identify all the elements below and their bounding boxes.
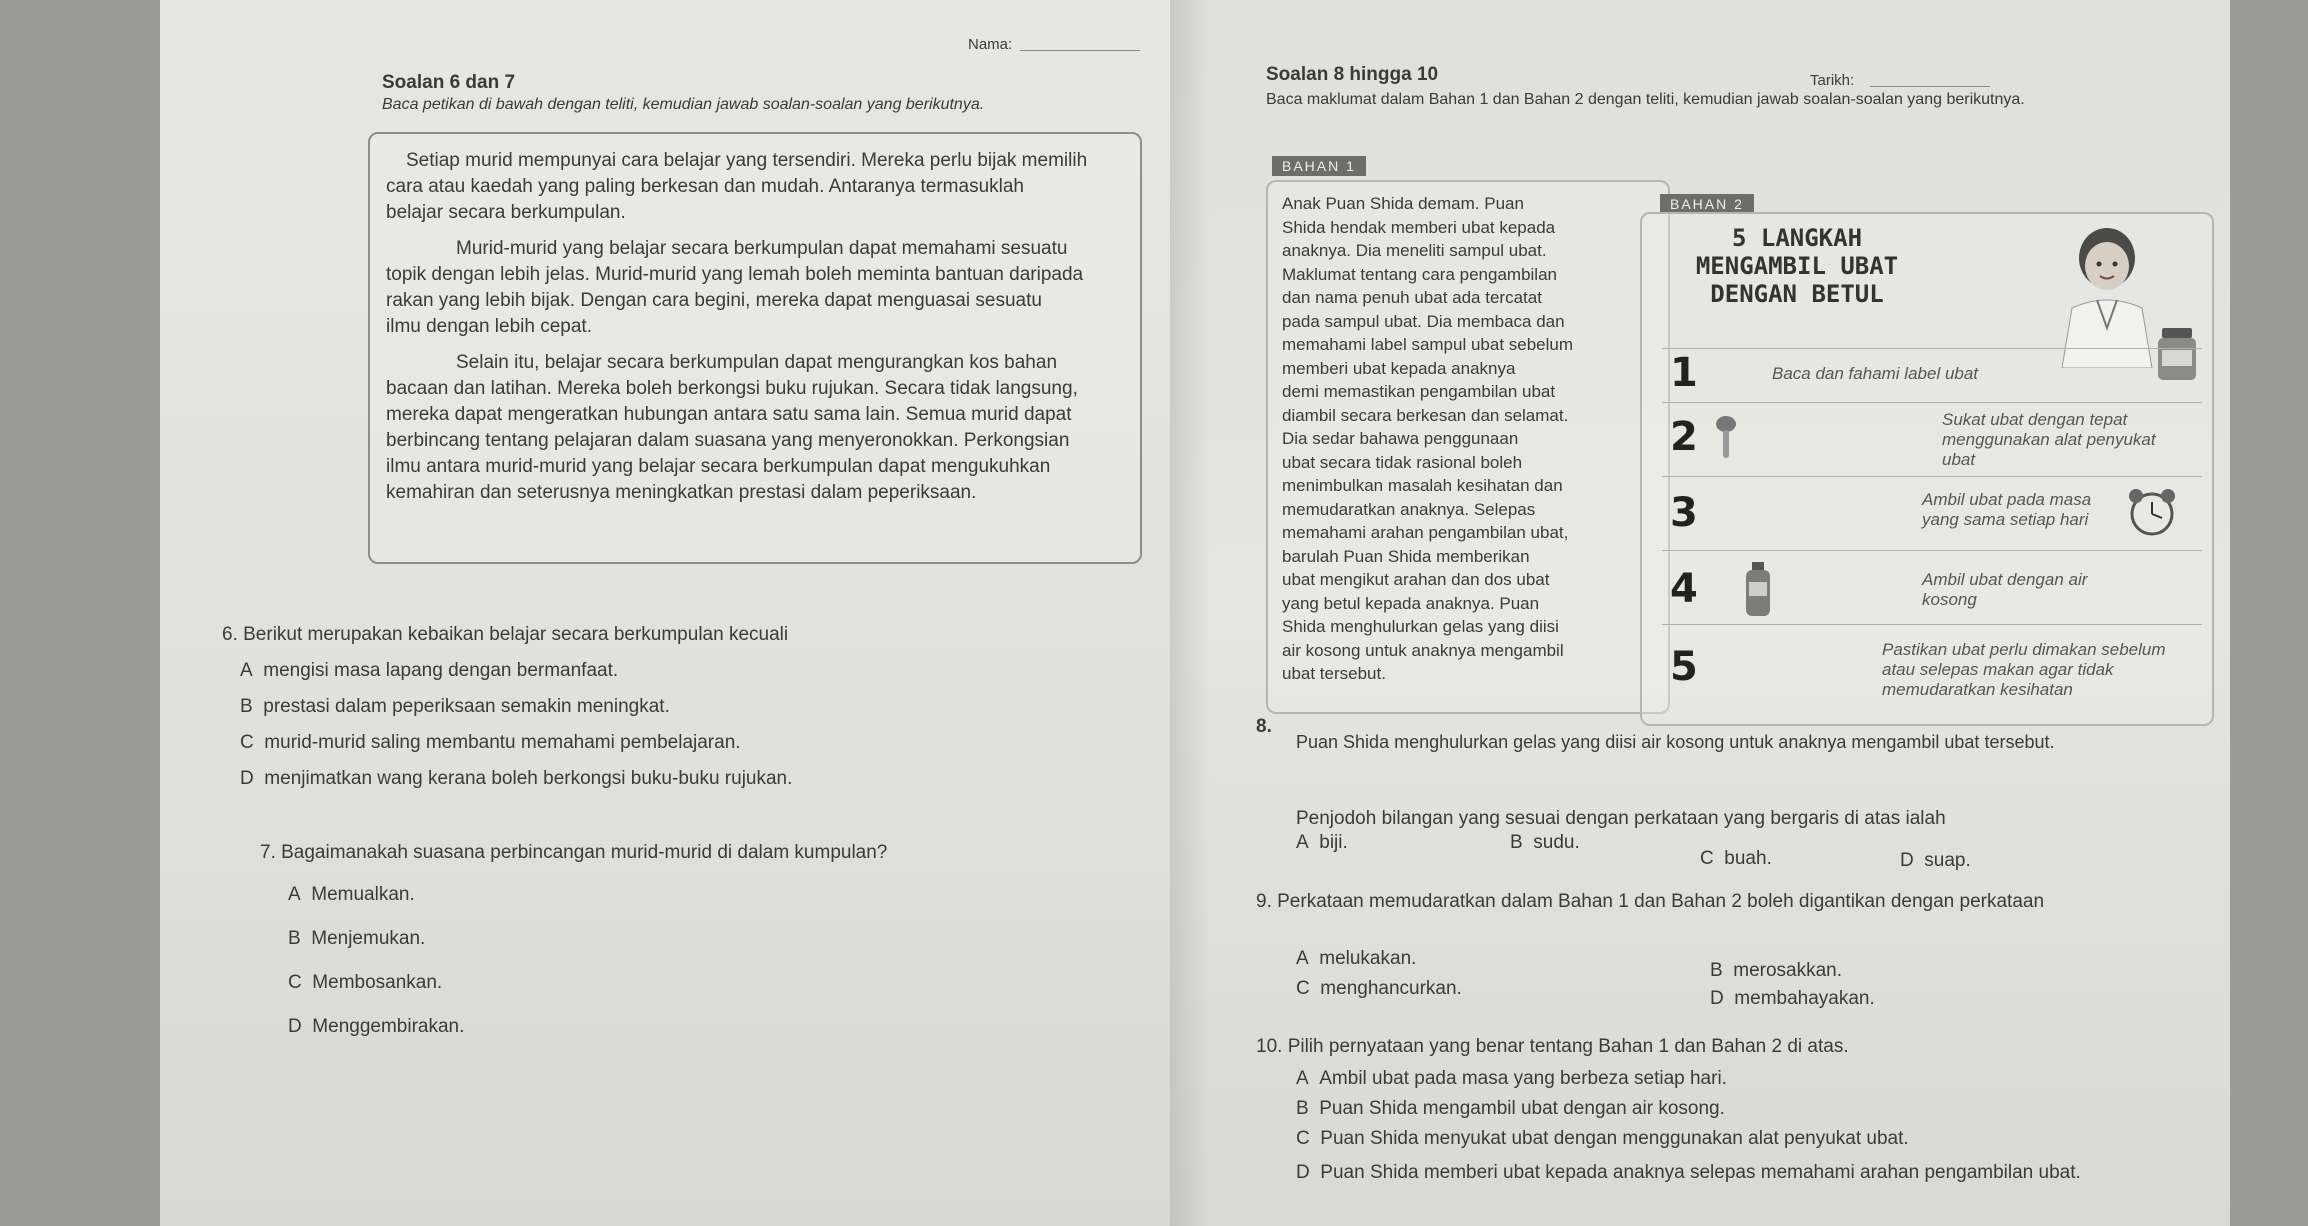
bahan-1-text — [1282, 192, 1662, 686]
passage-line: bacaan dan latihan. Mereka boleh berkongsi buku rujukan. Secara tidak langsung, — [386, 378, 1078, 399]
passage-line: cara atau kaedah yang paling berkesan dan mudah. Antaranya termasuklah — [386, 176, 1024, 197]
bahan-1-box — [1266, 180, 1670, 714]
bahan-1-line: memberi ubat kepada anaknya — [1282, 358, 1516, 378]
bahan-1-line: pada sampul ubat. Dia membaca dan — [1282, 311, 1565, 331]
measuring-spoon-icon — [1706, 412, 1746, 462]
question-7-option-b[interactable]: B Menjemukan. — [288, 928, 426, 949]
bahan-1-line: Maklumat tentang cara pengambilan — [1282, 264, 1557, 284]
question-8-option-d[interactable]: D suap. — [1900, 850, 1971, 871]
question-6-option-d[interactable]: D menjimatkan wang kerana boleh berkongsi buku-buku rujukan. — [240, 768, 793, 789]
step-4-text: Ambil ubat dengan air kosong — [1922, 570, 2088, 609]
question-8-option-a[interactable]: A biji. — [1296, 832, 1348, 853]
passage — [386, 148, 1126, 506]
question-9-option-c[interactable]: C menghancurkan. — [1296, 978, 1462, 999]
question-8-sentence: Puan Shida menghulurkan gelas yang diisi air kosong untuk anaknya mengambil ubat tersebut. — [1296, 732, 2055, 752]
header-name-line — [1020, 50, 1140, 51]
bahan-1-line: diambil secara berkesan dan selamat. — [1282, 405, 1569, 425]
question-10-option-c[interactable]: C Puan Shida menyukat ubat dengan menggunakan alat penyukat ubat. — [1296, 1128, 1909, 1149]
bahan-1-line: ubat mengikut arahan dan dos ubat — [1282, 570, 1550, 589]
bahan-1-line: dan nama penuh ubat ada tercatat — [1282, 288, 1542, 307]
step-2-number: 2 — [1670, 414, 1698, 460]
section-title: Soalan 8 hingga 10 — [1266, 64, 1439, 85]
question-7-option-c[interactable]: C Membosankan. — [288, 972, 443, 993]
passage-line: Murid-murid yang belajar secara berkumpulan dapat memahami sesuatu — [456, 238, 1068, 259]
passage-line: belajar secara berkumpulan. — [386, 202, 626, 223]
passage-line: rakan yang lebih bijak. Dengan cara begini, mereka dapat menguasai sesuatu — [386, 290, 1042, 311]
step-3-text: Ambil ubat pada masa yang sama setiap hari — [1922, 490, 2092, 529]
divider — [1662, 348, 2202, 349]
bahan-1-line: Shida hendak memberi ubat kepada — [1282, 217, 1556, 237]
instruction: Baca maklumat dalam Bahan 1 dan Bahan 2 dengan teliti, kemudian jawab soalan-soalan yang berikutnya. — [1266, 91, 2025, 108]
divider — [1662, 624, 2202, 625]
header-name-label: Nama: — [968, 36, 1013, 53]
question-9-stem: 9. Perkataan memudaratkan dalam Bahan 1 dan Bahan 2 boleh digantikan dengan perkataan — [1256, 891, 2045, 912]
bahan-1-line: memahami arahan pengambilan ubat, — [1282, 523, 1569, 542]
question-10-option-b[interactable]: B Puan Shida mengambil ubat dengan air kosong. — [1296, 1098, 1725, 1119]
passage-line: ilmu antara murid-murid yang belajar secara berkumpulan dapat mengukuhkan — [386, 456, 1051, 477]
step-1-number: 1 — [1670, 350, 1698, 396]
question-8-option-b[interactable]: B sudu. — [1510, 832, 1580, 853]
bahan-1-line: menimbulkan masalah kesihatan dan — [1282, 476, 1563, 495]
left-page — [160, 0, 1220, 1226]
bahan-1-line: Dia sedar bahawa penggunaan — [1282, 429, 1519, 448]
divider — [1662, 476, 2202, 477]
bahan-1-line: yang betul kepada anaknya. Puan — [1282, 593, 1540, 613]
bahan-1-line: demi memastikan pengambilan ubat — [1282, 382, 1556, 401]
bahan-1-line: ubat tersebut. — [1282, 664, 1386, 683]
passage-line: mereka dapat mengeratkan hubungan antara satu sama lain. Semua murid dapat — [386, 404, 1072, 425]
step-1-text: Baca dan fahami label ubat — [1772, 364, 1979, 383]
question-9-option-d[interactable]: D membahayakan. — [1710, 988, 1875, 1009]
passage-line: Setiap murid mempunyai cara belajar yang tersendiri. Mereka perlu bijak memilih — [406, 150, 1088, 171]
instruction: Baca petikan di bawah dengan teliti, kemudian jawab soalan-soalan yang berikutnya. — [382, 96, 985, 113]
question-7-option-a[interactable]: A Memualkan. — [288, 884, 415, 905]
bahan-2-box — [1640, 212, 2214, 726]
bahan-1-line: anaknya. Dia meneliti sampul ubat. — [1282, 241, 1547, 260]
right-page — [1170, 0, 2230, 1226]
book-spine-shadow — [1170, 0, 1210, 1226]
bahan-1-line: memudaratkan anaknya. Selepas — [1282, 499, 1536, 519]
passage-line: topik dengan lebih jelas. Murid-murid yang lemah boleh meminta bantuan daripada — [386, 264, 1084, 285]
question-6-option-a[interactable]: A mengisi masa lapang dengan bermanfaat. — [240, 660, 619, 681]
bahan-2-label: BAHAN 2 — [1660, 194, 1754, 214]
question-10-option-d[interactable]: D Puan Shida memberi ubat kepada anaknya selepas memahami arahan pengambilan ubat. — [1296, 1162, 2081, 1183]
alarm-clock-icon — [2122, 484, 2182, 540]
step-4-number: 4 — [1670, 566, 1698, 612]
passage-box — [368, 132, 1142, 564]
bahan-1-line: barulah Puan Shida memberikan — [1282, 546, 1530, 566]
bahan-2-title: 5 LANGKAH MENGAMBIL UBAT DENGAN BETUL — [1695, 224, 1899, 308]
passage-line: kemahiran dan seterusnya meningkatkan prestasi dalam peperiksaan. — [386, 482, 977, 503]
bahan-1-line: Shida menghulurkan gelas yang diisi — [1282, 617, 1559, 636]
step-5-number: 5 — [1670, 644, 1698, 690]
divider — [1662, 402, 2202, 403]
step-2-text: Sukat ubat dengan tepat menggunakan alat penyukat ubat — [1942, 410, 2156, 469]
question-10-option-a[interactable]: A Ambil ubat pada masa yang berbeza setiap hari. — [1296, 1068, 1727, 1089]
question-9-option-b[interactable]: B merosakkan. — [1710, 960, 1843, 981]
question-10-stem: 10. Pilih pernyataan yang benar tentang Bahan 1 dan Bahan 2 di atas. — [1256, 1036, 1849, 1057]
bahan-1-line: memahami label sampul ubat sebelum — [1282, 335, 1574, 354]
bahan-1-label: BAHAN 1 — [1272, 156, 1366, 176]
question-7-option-d[interactable]: D Menggembirakan. — [288, 1016, 465, 1037]
step-3-number: 3 — [1670, 490, 1698, 536]
section-title: Soalan 6 dan 7 — [382, 72, 516, 93]
question-7-stem: 7. Bagaimanakah suasana perbincangan murid-murid di dalam kumpulan? — [260, 842, 888, 863]
question-8-stem: Penjodoh bilangan yang sesuai dengan perkataan yang bergaris di atas ialah — [1296, 808, 1946, 829]
bahan-1-line: air kosong untuk anaknya mengambil — [1282, 640, 1564, 660]
question-6-option-b[interactable]: B prestasi dalam peperiksaan semakin meningkat. — [240, 696, 670, 717]
water-bottle-icon — [1738, 560, 1778, 620]
question-9-option-a[interactable]: A melukakan. — [1296, 948, 1417, 969]
header-date-label: Tarikh: — [1810, 72, 1855, 89]
divider — [1662, 550, 2202, 551]
question-6-option-c[interactable]: C murid-murid saling membantu memahami pembelajaran. — [240, 732, 741, 753]
passage-line: ilmu dengan lebih cepat. — [386, 316, 592, 337]
medicine-bottle-icon — [2152, 324, 2202, 384]
question-6-stem: 6. Berikut merupakan kebaikan belajar secara berkumpulan kecuali — [222, 624, 789, 645]
bahan-1-line: Anak Puan Shida demam. Puan — [1282, 194, 1524, 213]
question-8-option-c[interactable]: C buah. — [1700, 848, 1772, 869]
passage-line: Selain itu, belajar secara berkumpulan dapat mengurangkan kos bahan — [456, 352, 1058, 373]
bahan-1-line: ubat secara tidak rasional boleh — [1282, 452, 1523, 472]
passage-line: berbincang tentang pelajaran dalam suasana yang menyeronokkan. Perkongsian — [386, 430, 1070, 451]
question-8-number: 8. — [1256, 716, 1272, 737]
header-date-line — [1870, 86, 1990, 87]
step-5-text: Pastikan ubat perlu dimakan sebelum atau selepas makan agar tidak memudaratkan kesihatan — [1882, 640, 2166, 699]
